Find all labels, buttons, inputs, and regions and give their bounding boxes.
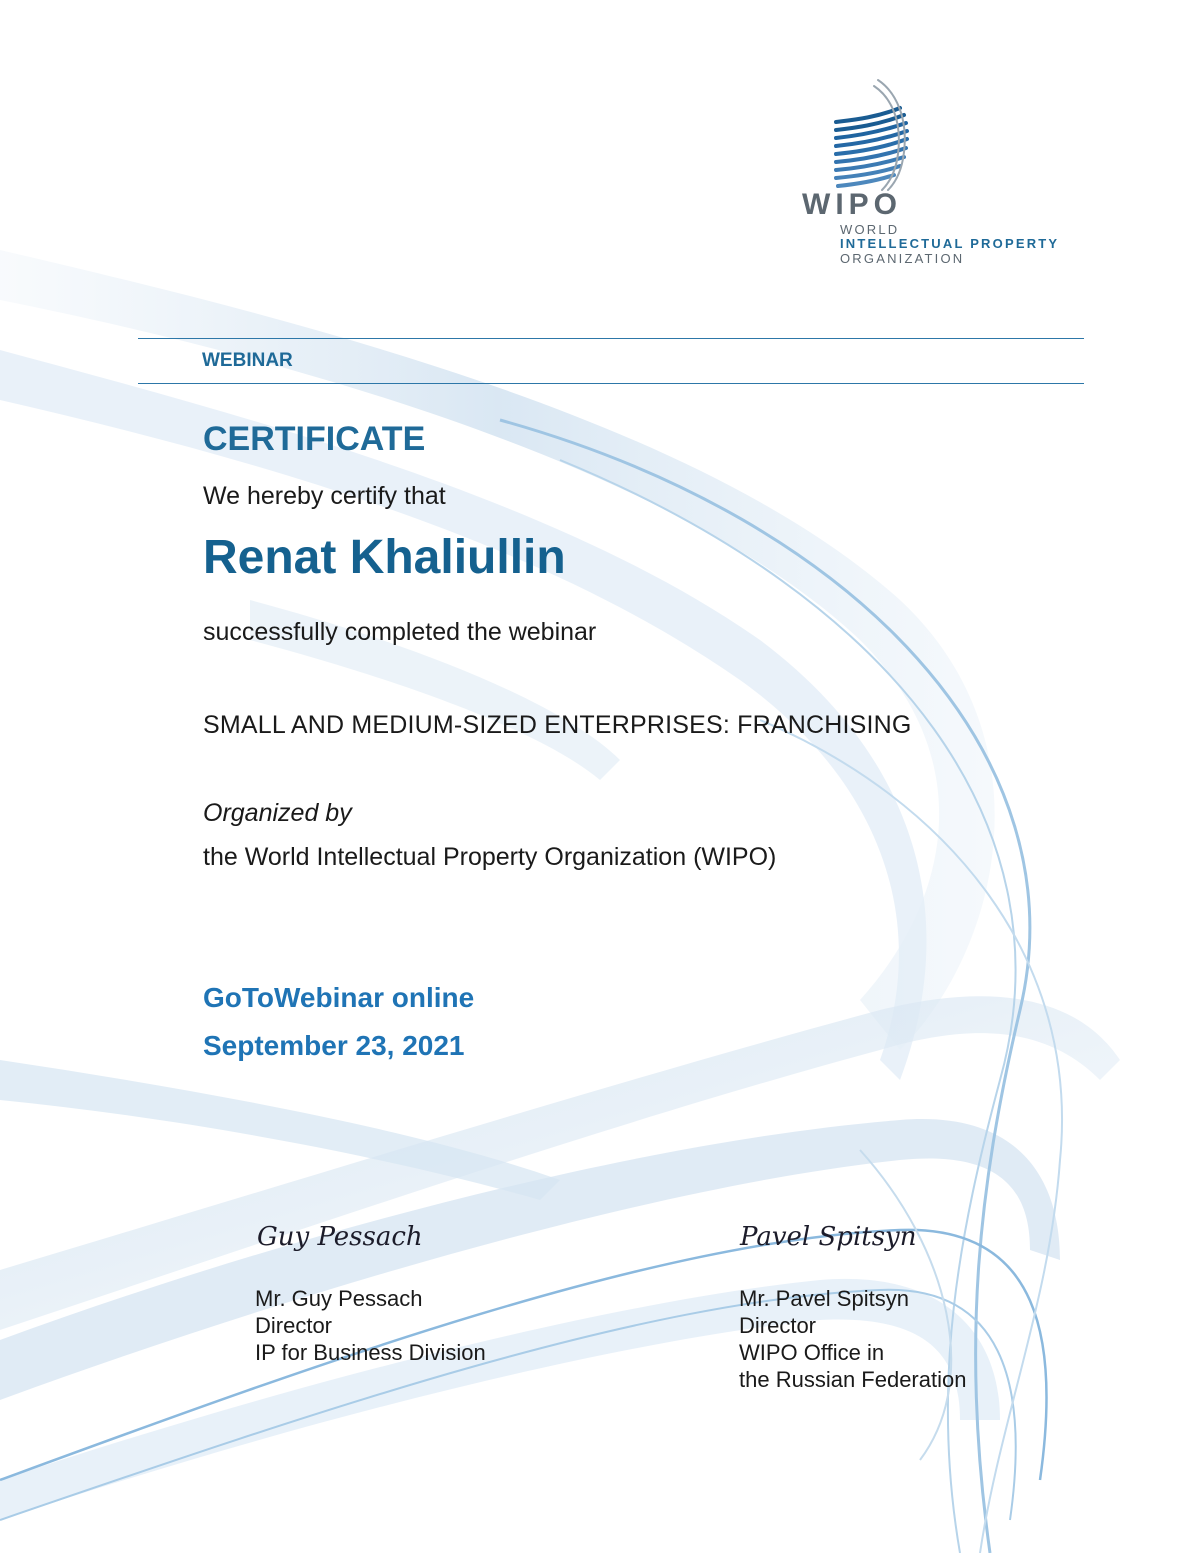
header-label: WEBINAR bbox=[202, 350, 293, 371]
signatory-unit-line: the Russian Federation bbox=[739, 1367, 967, 1392]
signatory-title: Director bbox=[255, 1313, 333, 1338]
signatory-unit-line: IP for Business Division bbox=[255, 1340, 486, 1365]
event-date: September 23, 2021 bbox=[203, 1030, 465, 1061]
logo-line-world: WORLD bbox=[840, 222, 900, 237]
signatory-block-2 bbox=[739, 1285, 966, 1393]
organized-by-label: Organized by bbox=[203, 799, 352, 827]
wipo-globe-stripes-icon bbox=[830, 78, 912, 198]
wipo-logo bbox=[800, 70, 1120, 270]
logo-acronym: WIPO bbox=[802, 188, 902, 221]
certificate-title: CERTIFICATE bbox=[203, 420, 426, 458]
signature-guy-pessach: Guy Pessach bbox=[257, 1222, 423, 1252]
signatory-block-1 bbox=[255, 1285, 486, 1366]
signatory-title: Director bbox=[739, 1313, 817, 1338]
signatory-name: Mr. Pavel Spitsyn bbox=[739, 1286, 909, 1311]
recipient-name: Renat Khaliullin bbox=[203, 531, 566, 584]
header-rule-bottom bbox=[138, 383, 1084, 384]
signatory-unit-line: WIPO Office in bbox=[739, 1340, 885, 1365]
logo-line-organization: ORGANIZATION bbox=[840, 251, 965, 266]
completion-statement: successfully completed the webinar bbox=[203, 618, 597, 646]
logo-line-intellectual-property: INTELLECTUAL PROPERTY bbox=[840, 236, 1060, 251]
header-rule-top bbox=[138, 338, 1084, 339]
course-title: SMALL AND MEDIUM-SIZED ENTERPRISES: FRANCHISING bbox=[203, 711, 912, 739]
certificate-intro: We hereby certify that bbox=[203, 482, 446, 510]
signature-pavel-spitsyn: Pavel Spitsyn bbox=[740, 1222, 917, 1252]
organizer-name: the World Intellectual Property Organization (WIPO) bbox=[203, 843, 777, 871]
signatory-name: Mr. Guy Pessach bbox=[255, 1286, 423, 1311]
event-venue: GoToWebinar online bbox=[203, 982, 475, 1013]
